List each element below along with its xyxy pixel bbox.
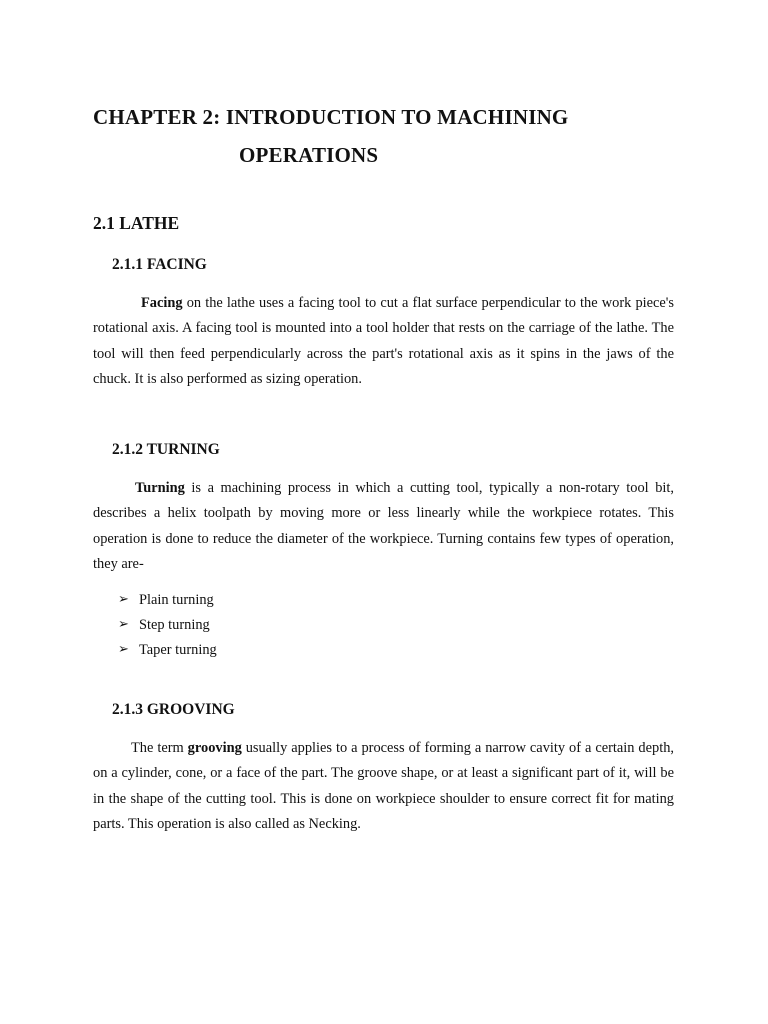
arrowhead-bullet-icon: ➢ <box>118 641 129 657</box>
arrowhead-bullet-icon: ➢ <box>118 592 129 607</box>
paragraph-turning <box>93 476 674 577</box>
grooving-text-before: The term <box>131 740 188 756</box>
list-item-label: Step turning <box>139 616 210 633</box>
list-item <box>118 638 217 663</box>
paragraph-facing <box>93 291 674 392</box>
facing-text: on the lathe uses a facing tool to cut a flat surface perpendicular to the work piece's rotational axis. A facing tool is mounted into a tool holder that rests on the carriage of the lathe. The tool will then feed perpendicularly across the part's rotational axis as it spins in the jaws of the chuck. It is also performed as sizing operation. <box>93 295 674 387</box>
term-facing: Facing <box>141 295 183 311</box>
subheading-turning: 2.1.2 TURNING <box>112 441 220 458</box>
chapter-title-line1: CHAPTER 2: INTRODUCTION TO MACHINING <box>93 105 569 129</box>
list-item <box>118 613 217 638</box>
subheading-grooving: 2.1.3 GROOVING <box>112 701 235 718</box>
list-item <box>118 588 217 613</box>
list-item-label: Taper turning <box>139 641 217 658</box>
chapter-title-line2: OPERATIONS <box>239 143 379 167</box>
chapter-title <box>93 98 568 174</box>
turning-text: is a machining process in which a cutting tool, typically a non-rotary tool bit, describes a helix toolpath by moving more or less linearly while the workpiece rotates. This operation is done to reduce the diameter of the workpiece. Turning contains few types of operation, they are- <box>93 480 674 572</box>
paragraph-grooving <box>93 736 674 837</box>
turning-types-list <box>118 588 217 662</box>
term-grooving: grooving <box>187 740 242 756</box>
section-heading-lathe: 2.1 LATHE <box>93 213 180 233</box>
list-item-label: Plain turning <box>139 592 214 608</box>
subheading-facing: 2.1.1 FACING <box>112 256 207 273</box>
grooving-text: usually applies to a process of forming a narrow cavity of a certain depth, on a cylinder, cone, or a face of the part. The groove shape, or at least a significant part of it, will be in the shape of the cutting tool. This is done on workpiece shoulder to ensure correct fit for mating parts. This operation is also called as Necking. <box>93 740 674 832</box>
arrowhead-bullet-icon: ➢ <box>118 616 129 632</box>
term-turning: Turning <box>135 480 185 496</box>
